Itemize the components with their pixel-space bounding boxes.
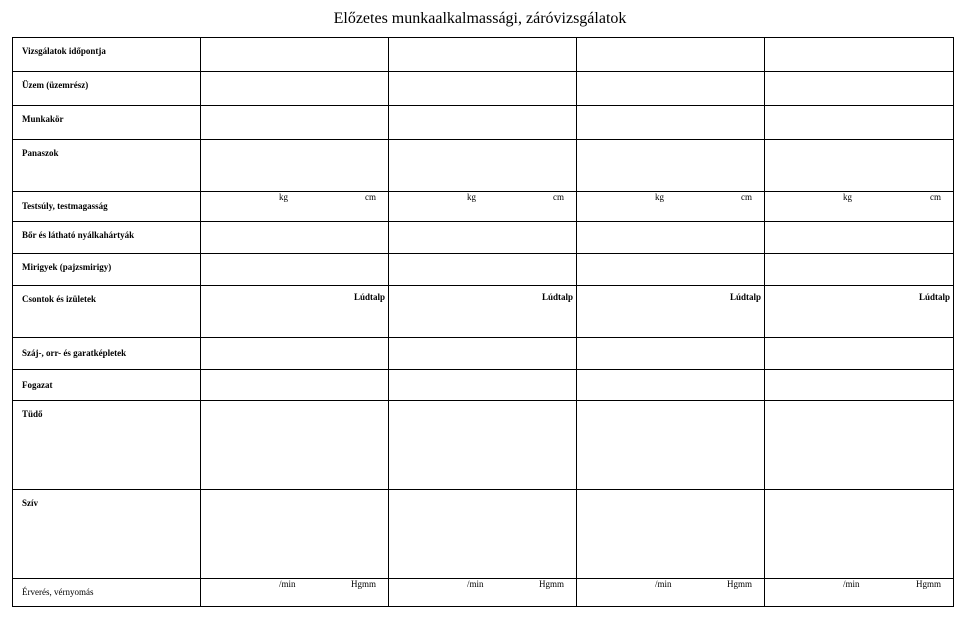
row-erveres	[13, 579, 954, 607]
unit-kg: kg	[279, 192, 288, 202]
cell-munkakor-3[interactable]	[577, 106, 765, 140]
unit-min: /min	[279, 579, 296, 589]
cell-munkakor-4[interactable]	[765, 106, 954, 140]
cell-mirigyek-4[interactable]	[765, 254, 954, 286]
row-szaj	[13, 338, 954, 370]
unit-hgmm: Hgmm	[538, 579, 564, 589]
ludtalp-label: Lúdtalp	[729, 292, 761, 302]
cell-tudo-3[interactable]	[577, 401, 765, 490]
ludtalp-label: Lúdtalp	[353, 292, 385, 302]
cell-szaj-1[interactable]	[201, 338, 389, 370]
cell-testsuly-1[interactable]	[201, 192, 389, 222]
cell-uzem-2[interactable]	[389, 72, 577, 106]
unit-cm: cm	[365, 192, 376, 202]
cell-bor-1[interactable]	[201, 222, 389, 254]
cell-tudo-1[interactable]	[201, 401, 389, 490]
row-panaszok	[13, 140, 954, 192]
label-csontok: Csontok és izületek	[13, 286, 201, 338]
cell-fogazat-3[interactable]	[577, 370, 765, 401]
cell-szaj-4[interactable]	[765, 338, 954, 370]
cell-testsuly-4[interactable]	[765, 192, 954, 222]
exam-form-table	[12, 37, 954, 607]
unit-kg: kg	[843, 192, 852, 202]
cell-munkakor-2[interactable]	[389, 106, 577, 140]
cell-erveres-2[interactable]	[389, 579, 577, 607]
cell-csontok-3[interactable]	[577, 286, 765, 338]
cell-panaszok-4[interactable]	[765, 140, 954, 192]
cell-csontok-4[interactable]	[765, 286, 954, 338]
cell-panaszok-2[interactable]	[389, 140, 577, 192]
cell-sziv-2[interactable]	[389, 490, 577, 579]
unit-cm: cm	[553, 192, 564, 202]
unit-hgmm: Hgmm	[915, 579, 941, 589]
row-vizsgalatok	[13, 38, 954, 72]
label-testsuly: Testsúly, testmagasság	[13, 192, 201, 222]
row-fogazat	[13, 370, 954, 401]
cell-uzem-1[interactable]	[201, 72, 389, 106]
cell-fogazat-4[interactable]	[765, 370, 954, 401]
cell-fogazat-1[interactable]	[201, 370, 389, 401]
cell-vizsgalatok-3[interactable]	[577, 38, 765, 72]
cell-sziv-1[interactable]	[201, 490, 389, 579]
label-mirigyek: Mirigyek (pajzsmirigy)	[13, 254, 201, 286]
unit-min: /min	[843, 579, 860, 589]
label-fogazat: Fogazat	[13, 370, 201, 401]
cell-sziv-3[interactable]	[577, 490, 765, 579]
unit-min: /min	[655, 579, 672, 589]
cell-munkakor-1[interactable]	[201, 106, 389, 140]
row-testsuly	[13, 192, 954, 222]
unit-cm: cm	[741, 192, 752, 202]
form-title: Előzetes munkaalkalmassági, záróvizsgálatok	[333, 10, 627, 27]
cell-erveres-1[interactable]	[201, 579, 389, 607]
label-szaj: Száj-, orr- és garatképletek	[13, 338, 201, 370]
row-uzem	[13, 72, 954, 106]
cell-panaszok-3[interactable]	[577, 140, 765, 192]
row-bor	[13, 222, 954, 254]
row-munkakor	[13, 106, 954, 140]
cell-bor-3[interactable]	[577, 222, 765, 254]
label-uzem: Üzem (üzemrész)	[13, 72, 201, 106]
unit-min: /min	[467, 579, 484, 589]
cell-bor-2[interactable]	[389, 222, 577, 254]
unit-kg: kg	[467, 192, 476, 202]
cell-csontok-1[interactable]	[201, 286, 389, 338]
row-mirigyek	[13, 254, 954, 286]
row-sziv	[13, 490, 954, 579]
cell-sziv-4[interactable]	[765, 490, 954, 579]
cell-szaj-3[interactable]	[577, 338, 765, 370]
label-sziv: Szív	[13, 490, 201, 579]
cell-mirigyek-3[interactable]	[577, 254, 765, 286]
cell-tudo-4[interactable]	[765, 401, 954, 490]
cell-testsuly-2[interactable]	[389, 192, 577, 222]
label-erveres: Érverés, vérnyomás	[13, 579, 201, 607]
unit-hgmm: Hgmm	[350, 579, 376, 589]
unit-hgmm: Hgmm	[726, 579, 752, 589]
cell-csontok-2[interactable]	[389, 286, 577, 338]
cell-mirigyek-1[interactable]	[201, 254, 389, 286]
cell-mirigyek-2[interactable]	[389, 254, 577, 286]
cell-tudo-2[interactable]	[389, 401, 577, 490]
cell-uzem-3[interactable]	[577, 72, 765, 106]
label-vizsgalatok: Vizsgálatok időpontja	[13, 38, 201, 72]
cell-vizsgalatok-4[interactable]	[765, 38, 954, 72]
cell-bor-4[interactable]	[765, 222, 954, 254]
ludtalp-label: Lúdtalp	[541, 292, 573, 302]
row-csontok	[13, 286, 954, 338]
label-tudo: Tüdő	[13, 401, 201, 490]
cell-vizsgalatok-1[interactable]	[201, 38, 389, 72]
cell-panaszok-1[interactable]	[201, 140, 389, 192]
cell-vizsgalatok-2[interactable]	[389, 38, 577, 72]
row-tudo	[13, 401, 954, 490]
cell-uzem-4[interactable]	[765, 72, 954, 106]
cell-erveres-4[interactable]	[765, 579, 954, 607]
cell-szaj-2[interactable]	[389, 338, 577, 370]
ludtalp-label: Lúdtalp	[918, 292, 950, 302]
cell-testsuly-3[interactable]	[577, 192, 765, 222]
label-munkakor: Munkakör	[13, 106, 201, 140]
unit-cm: cm	[930, 192, 941, 202]
label-panaszok: Panaszok	[13, 140, 201, 192]
cell-fogazat-2[interactable]	[389, 370, 577, 401]
cell-erveres-3[interactable]	[577, 579, 765, 607]
unit-kg: kg	[655, 192, 664, 202]
label-bor: Bőr és látható nyálkahártyák	[13, 222, 201, 254]
